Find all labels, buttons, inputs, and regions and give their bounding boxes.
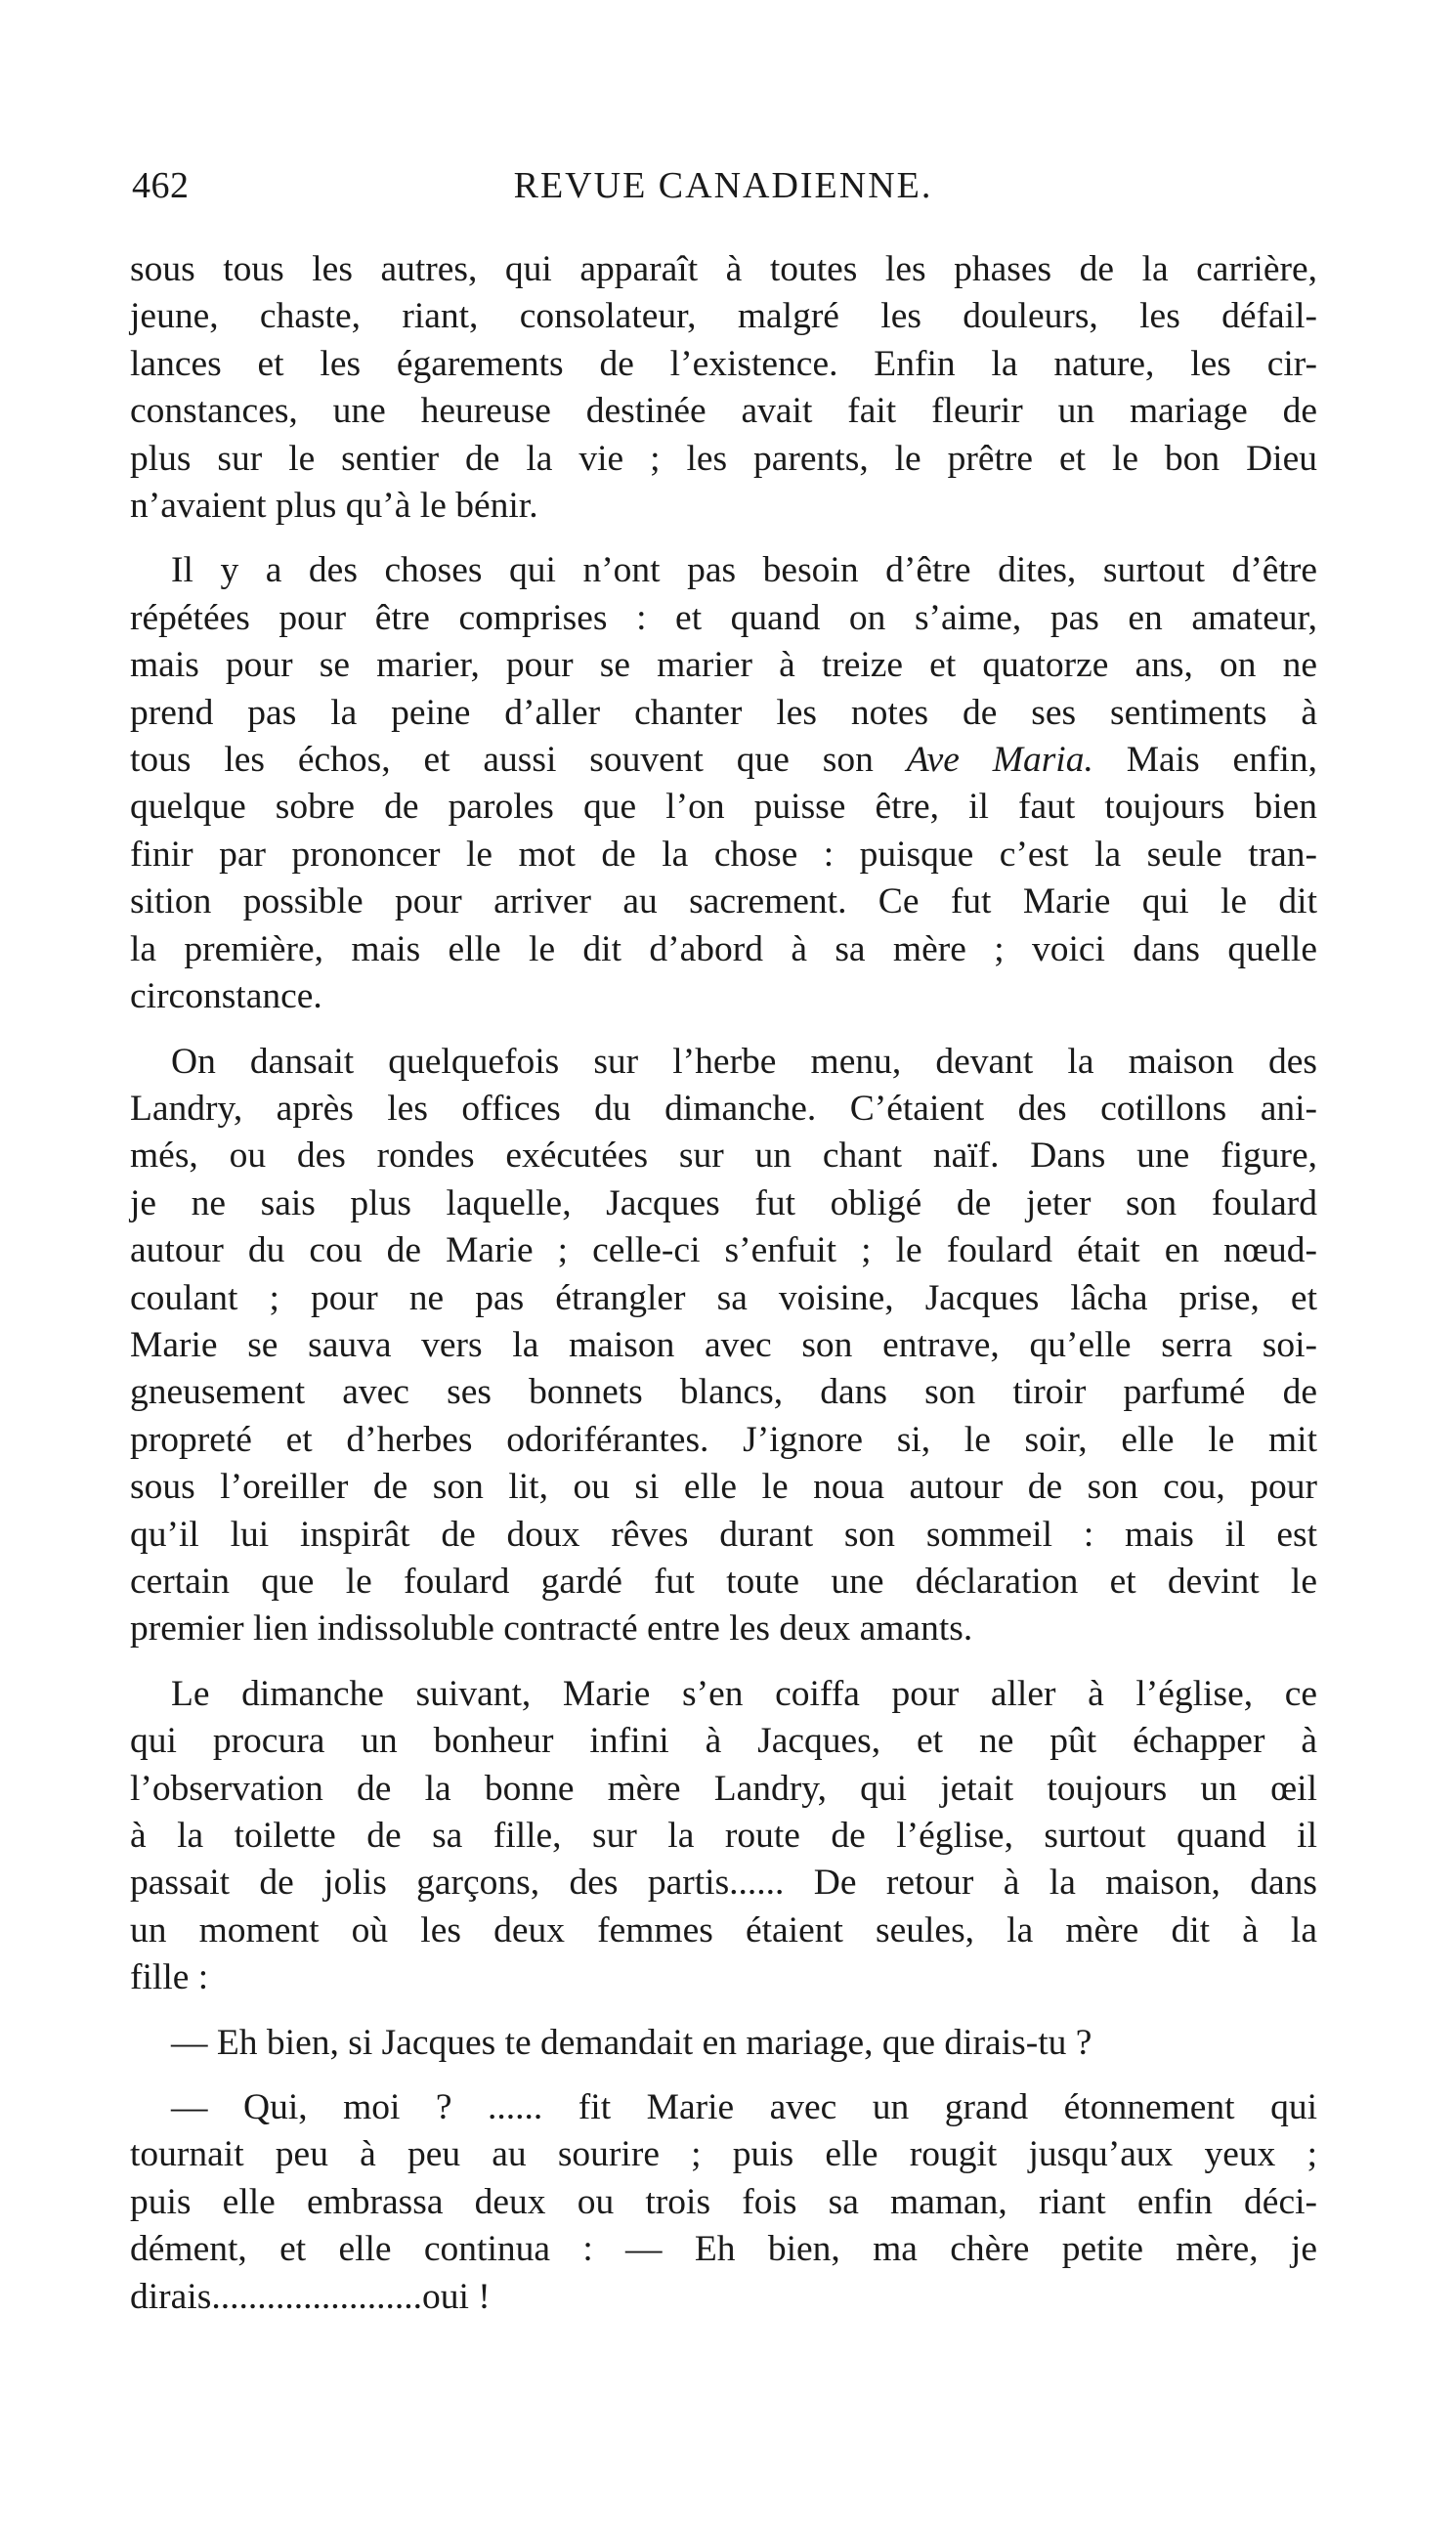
text-line: n’avaient plus qu’à le bénir. (130, 486, 538, 527)
text-fragment: tous les échos, et aussi souvent que son (130, 740, 874, 781)
text-line: je ne sais plus laquelle, Jacques fut obligé de jeter son foulard (130, 1182, 1317, 1223)
text-line: Le dimanche suivant, Marie s’en coiffa pour aller à l’église, ce (171, 1673, 1317, 1714)
text-line: dirais.......................oui ! (130, 2276, 491, 2317)
text-line: sous tous les autres, qui apparaît à toutes les phases de la carrière, (130, 249, 1317, 289)
text-line: Il y a des choses qui n’ont pas besoin d’être dites, surtout d’être (171, 550, 1317, 591)
text-line: premier lien indissoluble contracté entre les deux amants. (130, 1608, 973, 1650)
text-line: Landry, après les offices du dimanche. C’étaient des cotillons ani- (130, 1088, 1317, 1129)
paragraph-1 (130, 246, 1317, 530)
paragraph-5 (130, 2020, 1317, 2067)
text-line: qui procura un bonheur infini à Jacques, et ne pût échapper à (130, 1721, 1317, 1762)
text-line: finir par prononcer le mot de la chose : puisque c’est la seule tran- (130, 834, 1317, 875)
text-line: sous l’oreiller de son lit, ou si elle le noua autour de son cou, pour (130, 1467, 1317, 1508)
text-line: constances, une heureuse destinée avait fait fleurir un mariage de (130, 391, 1317, 432)
text-line: quelque sobre de paroles que l’on puisse être, il faut toujours bien (130, 787, 1317, 828)
italic-phrase: Ave Maria. (906, 740, 1093, 781)
text-line: — Eh bien, si Jacques te demandait en mariage, que dirais-tu ? (171, 2022, 1092, 2063)
text-line: autour du cou de Marie ; celle-ci s’enfuit ; le foulard était en nœud- (130, 1230, 1317, 1271)
text-line: Marie se sauva vers la maison avec son entrave, qu’elle serra soi- (130, 1324, 1317, 1365)
text-line: passait de jolis garçons, des partis...... De retour à la maison, dans (130, 1863, 1317, 1904)
text-fragment: Mais enfin, (1092, 740, 1317, 781)
body-text (130, 246, 1317, 2338)
paragraph-4 (130, 1671, 1317, 2002)
paragraph-2 (130, 547, 1317, 1020)
paragraph-3 (130, 1039, 1317, 1653)
text-line: prend pas la peine d’aller chanter les notes de ses sentiments à (130, 692, 1317, 733)
text-line: lances et les égarements de l’existence. Enfin la nature, les cir- (130, 343, 1317, 384)
running-title: REVUE CANADIENNE. (513, 165, 933, 206)
text-line: tournait peu à peu au sourire ; puis elle rougit jusqu’aux yeux ; (130, 2134, 1317, 2175)
text-line: On dansait quelquefois sur l’herbe menu, devant la maison des (171, 1041, 1317, 1082)
text-line: certain que le foulard gardé fut toute une déclaration et devint le (130, 1561, 1317, 1602)
text-line: dément, et elle continua : — Eh bien, ma chère petite mère, je (130, 2229, 1317, 2270)
text-line: répétées pour être comprises : et quand on s’aime, pas en amateur, (130, 597, 1317, 638)
text-line: propreté et d’herbes odoriférantes. J’ignore si, le soir, elle le mit (130, 1419, 1317, 1460)
text-line: gneusement avec ses bonnets blancs, dans son tiroir parfumé de (130, 1372, 1317, 1413)
text-line: jeune, chaste, riant, consolateur, malgré les douleurs, les défail- (130, 296, 1317, 337)
text-line: sition possible pour arriver au sacrement. Ce fut Marie qui le dit (130, 881, 1317, 922)
text-line: més, ou des rondes exécutées sur un chant naïf. Dans une figure, (130, 1136, 1317, 1177)
text-line-with-italic (130, 737, 1317, 784)
paragraph-6 (130, 2084, 1317, 2321)
text-line: mais pour se marier, pour se marier à treize et quatorze ans, on ne (130, 645, 1317, 686)
text-line: plus sur le sentier de la vie ; les parents, le prêtre et le bon Dieu (130, 438, 1317, 479)
text-line: un moment où les deux femmes étaient seules, la mère dit à la (130, 1909, 1317, 1950)
text-line: à la toilette de sa fille, sur la route de l’église, surtout quand il (130, 1816, 1317, 1856)
text-line: fille : (130, 1957, 209, 1998)
text-line: l’observation de la bonne mère Landry, qui jetait toujours un œil (130, 1768, 1317, 1809)
text-line: — Qui, moi ? ...... fit Marie avec un grand étonnement qui (171, 2087, 1317, 2128)
text-line: coulant ; pour ne pas étrangler sa voisine, Jacques lâcha prise, et (130, 1277, 1317, 1318)
text-line: puis elle embrassa deux ou trois fois sa maman, riant enfin déci- (130, 2181, 1317, 2222)
text-line: la première, mais elle le dit d’abord à sa mère ; voici dans quelle (130, 928, 1317, 969)
page-number: 462 (132, 165, 190, 206)
text-line: qu’il lui inspirât de doux rêves durant son sommeil : mais il est (130, 1514, 1317, 1555)
text-line: circonstance. (130, 976, 322, 1017)
page-header (132, 164, 1314, 223)
